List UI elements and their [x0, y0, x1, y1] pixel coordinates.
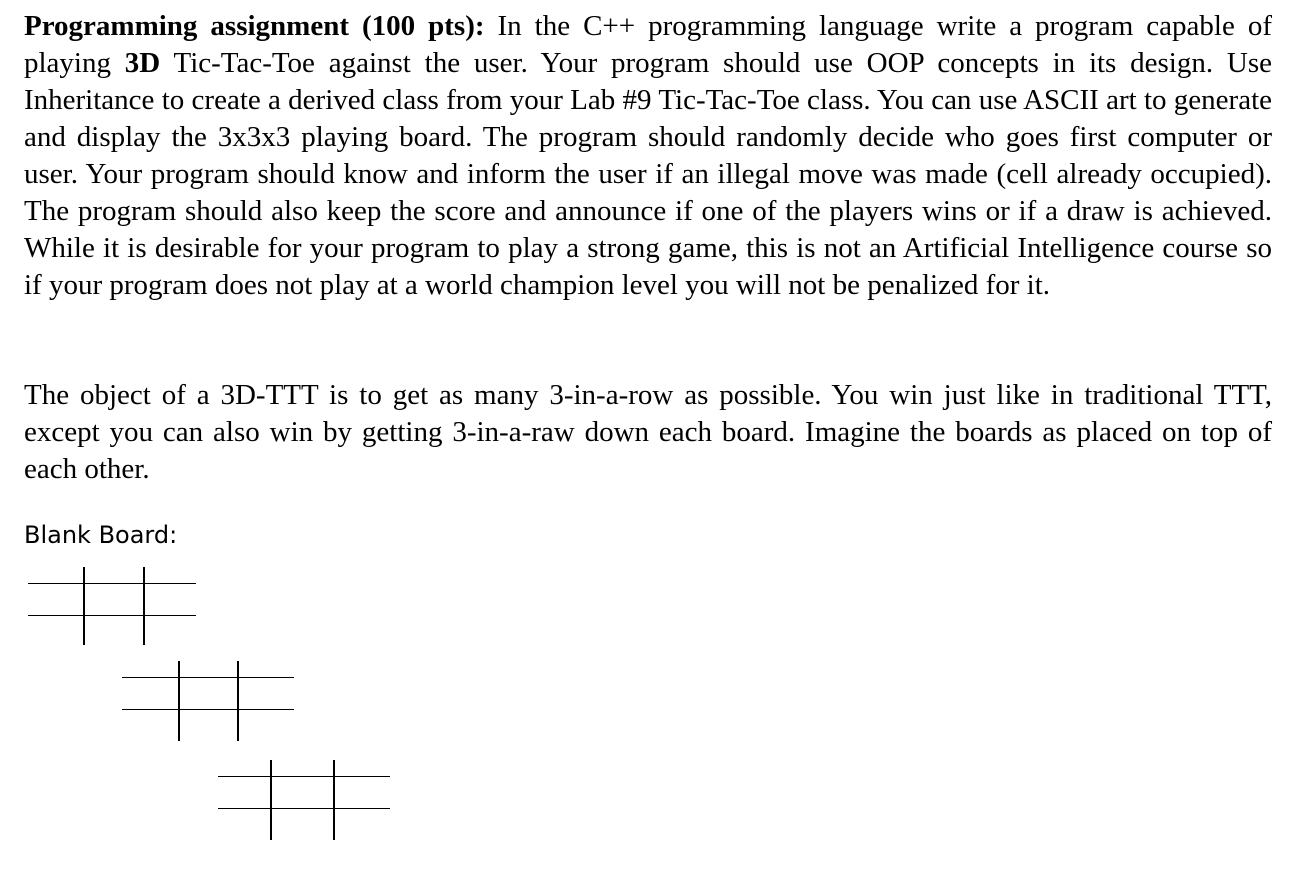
board-vertical-line [333, 760, 335, 840]
board-horizontal-line [28, 583, 196, 584]
assignment-text-part-b: Tic-Tac-Toe against the user. Your program should use OOP concepts in its design. Use Inheritance to create a derived class from your Lab #9 Tic-Tac-Toe class. You can use ASCII art to generate and display the 3x3x3 playing board. The program should randomly decide who goes first computer or user. Your program should know and inform the user if an illegal move was made (cell already occupied). The program should also keep the score and announce if one of the players wins or if a draw is achieved. While it is desirable for your program to play a strong game, this is not an Artificial Intelligence course so if your program does not play at a world champion level you will not be penalized for it. [24, 47, 1272, 301]
assignment-paragraph [24, 8, 1272, 304]
board-vertical-line [237, 661, 239, 741]
blank-board-label: Blank Board: [24, 521, 178, 549]
assignment-text-part-a: In the C++ programming language write a program capable of playing [24, 10, 1272, 79]
board-horizontal-line [122, 709, 294, 710]
board-horizontal-line [218, 808, 390, 809]
board-vertical-line [178, 661, 180, 741]
board-vertical-line [83, 567, 85, 645]
board-horizontal-line [218, 776, 390, 777]
board-horizontal-line [122, 677, 294, 678]
assignment-3d-emphasis: 3D [124, 47, 161, 79]
board-vertical-line [143, 567, 145, 645]
board-vertical-line [270, 760, 272, 840]
assignment-heading: Programming assignment (100 pts): [24, 10, 485, 42]
objective-paragraph: The object of a 3D-TTT is to get as many 3-in-a-row as possible. You win just like in traditional TTT, except you can also win by getting 3-in-a-raw down each board. Imagine the boards as placed on top of each other. [24, 379, 1272, 485]
board-horizontal-line [28, 615, 196, 616]
